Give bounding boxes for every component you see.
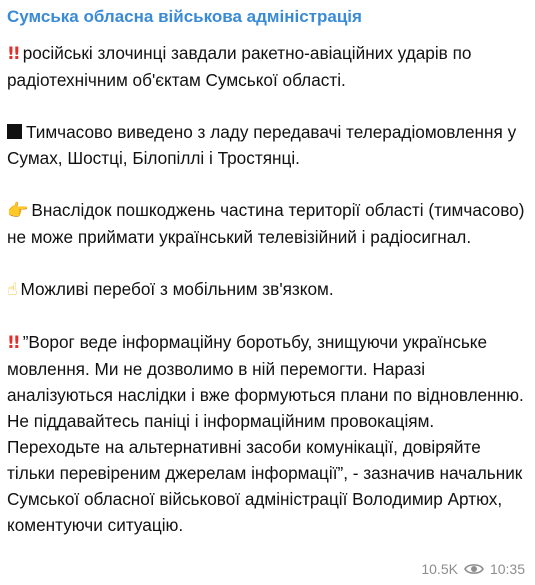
paragraph-2	[7, 119, 525, 171]
message-meta	[421, 561, 525, 577]
paragraph-3-text: Внаслідок пошкоджень частина території області (тимчасово) не може приймати український телевізійний і радіосигнал.	[7, 200, 525, 247]
paragraph-1-text: російські злочинці завдали ракетно-авіаційних ударів по радіотехнічним об'єктам Сумської області.	[7, 43, 472, 90]
channel-name-link[interactable]: Сумська обласна військова адміністрація	[7, 7, 362, 26]
pointing-up-icon: ☝	[7, 280, 18, 300]
paragraph-5	[7, 329, 525, 538]
eye-icon	[464, 562, 484, 576]
view-count: 10.5K	[421, 561, 458, 577]
double-exclamation-icon: !!	[7, 44, 19, 64]
paragraph-3	[7, 197, 525, 250]
paragraph-1	[7, 40, 525, 93]
post-time: 10:35	[489, 561, 525, 577]
paragraph-4-text: Можливі перебої з мобільним зв'язком.	[20, 279, 334, 299]
black-square-icon	[7, 124, 22, 139]
pointing-right-icon: 👉	[7, 201, 29, 221]
double-exclamation-icon: !!	[7, 333, 19, 353]
paragraph-5-text: ”Ворог веде інформаційну боротьбу, знищуючи українське мовлення. Ми не дозволимо в ній перемогти. Наразі аналізуються наслідки і вже формуються плани по відновленню. Не піддавайтесь паніці і інформаційним провокаціям. Переходьте на альтернативні засоби комунікації, довіряйте тільки перевіреним джерелам інформації”, - зазначив начальник Сумської обласної військової адміністрації Володимир Артюх, коментуючи ситуацію.	[7, 332, 524, 535]
paragraph-4	[7, 276, 525, 303]
paragraph-2-text: Тимчасово виведено з ладу передавачі телерадіомовлення у Сумах, Шостці, Білопіллі і Тростянці.	[7, 122, 517, 168]
